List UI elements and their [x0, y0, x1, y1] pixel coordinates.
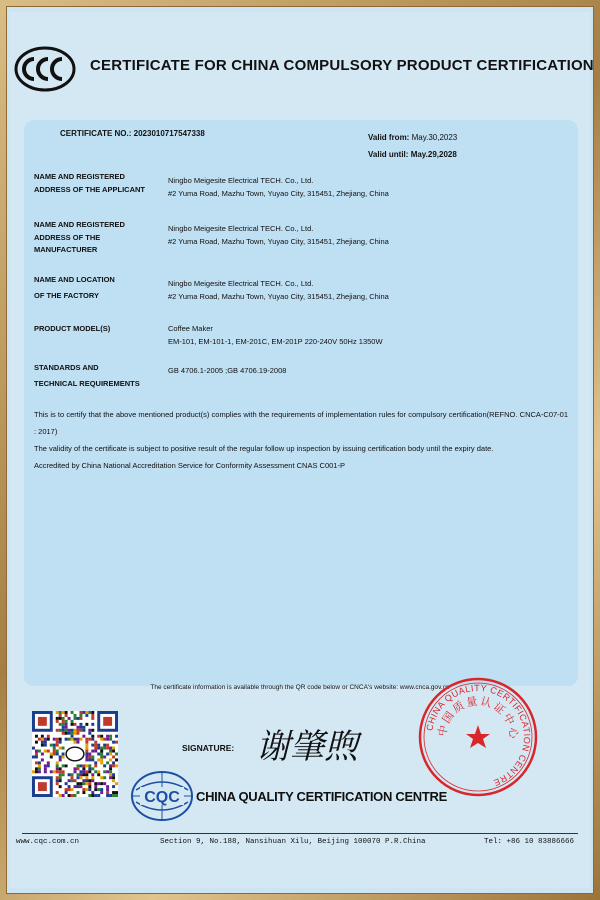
label-line: TECHNICAL REQUIREMENTS	[34, 378, 140, 388]
valid-until-value: May.29,2028	[410, 150, 457, 159]
manufacturer-label	[34, 219, 164, 257]
signature-image	[252, 720, 372, 770]
statement-paragraph: This is to certify that the above mentioned product(s) complies with the requirements of implementation rules for compulsory certification(REFNO. CNCA-C07-01 : 2017)	[34, 410, 568, 436]
signature-label: SIGNATURE:	[182, 743, 235, 753]
value-line: #2 Yuma Road, Mazhu Town, Yuyao City, 315451, Zhejiang, China	[168, 236, 389, 246]
certificate-page	[10, 12, 594, 888]
label-line: STANDARDS AND	[34, 363, 99, 372]
seal-inner-text: 中国质量认证中心	[435, 694, 521, 741]
value-line: Ningbo Meigesite Electrical TECH. Co., Ltd.	[168, 176, 314, 185]
valid-from-label: Valid from:	[368, 133, 410, 142]
cqc-logo-text: CQC	[144, 789, 180, 806]
validity-dates	[368, 129, 457, 163]
valid-until-label: Valid until:	[368, 150, 409, 159]
standards-label	[34, 362, 164, 390]
content-panel	[24, 120, 578, 686]
value-line: #2 Yuma Road, Mazhu Town, Yuyao City, 315451, Zhejiang, China	[168, 291, 389, 301]
applicant-value	[168, 175, 389, 200]
certificate-number	[60, 129, 205, 138]
valid-until	[368, 146, 457, 163]
footer-tel: Tel: +86 10 83886666	[484, 838, 575, 846]
label-line: ADDRESS OF THE APPLICANT	[34, 184, 145, 194]
label-line: OF THE FACTORY	[34, 290, 100, 300]
certificate-number-label: CERTIFICATE NO.:	[60, 129, 132, 138]
signature-text: 谢肇煦	[256, 727, 358, 767]
manufacturer-value	[168, 223, 389, 248]
footer-address: Section 9, No.188, Nansihuan Xilu, Beijing 100070 P.R.China	[160, 838, 426, 846]
valid-from-value: May.30,2023	[411, 133, 458, 142]
factory-value	[168, 278, 389, 303]
value-line: Ningbo Meigesite Electrical TECH. Co., Ltd.	[168, 279, 314, 288]
footer-website[interactable]: www.cqc.com.cn	[16, 838, 80, 846]
value-line: #2 Yuma Road, Mazhu Town, Yuyao City, 315451, Zhejiang, China	[168, 188, 389, 198]
seal-star-icon	[466, 725, 490, 748]
standards-value	[168, 365, 286, 378]
value-line: GB 4706.1-2005 ;GB 4706.19-2008	[168, 366, 287, 375]
applicant-label	[34, 171, 164, 196]
label-line: NAME AND REGISTERED	[34, 172, 125, 181]
value-line: Ningbo Meigesite Electrical TECH. Co., Ltd.	[168, 224, 314, 233]
label-line: NAME AND LOCATION	[34, 275, 115, 284]
label-line: PRODUCT MODEL(S)	[34, 324, 111, 333]
value-line: Coffee Maker	[168, 324, 213, 333]
certificate-title: CERTIFICATE FOR CHINA COMPULSORY PRODUCT CERTIFICATION	[90, 57, 594, 74]
qr-note: The certificate information is available through the QR code below or CNCA's website: www.cnca.gov.cn	[150, 684, 450, 691]
ccc-logo-icon	[14, 46, 76, 92]
issuer-name: CHINA QUALITY CERTIFICATION CENTRE	[196, 789, 448, 804]
statement-paragraph: Accredited by China National Accreditation Service for Conformity Assessment CNAS C001-P	[34, 461, 345, 470]
label-line: MANUFACTURER	[34, 245, 98, 254]
footer-divider	[22, 833, 578, 834]
product-model-label	[34, 323, 164, 336]
cqc-logo-icon	[130, 770, 194, 822]
certificate-number-value: 2023010717547338	[133, 129, 205, 138]
seal-outer-text: CHINA QUALITY CERTIFICATION CENTRE	[424, 682, 533, 789]
qr-code[interactable]	[32, 711, 118, 797]
label-line: NAME AND REGISTERED	[34, 220, 125, 229]
valid-from	[368, 129, 457, 146]
label-line: ADDRESS OF THE	[34, 232, 101, 242]
factory-label	[34, 274, 164, 302]
statement-paragraph: The validity of the certificate is subject to positive result of the regular follow up inspection by issuing certification body until the expiry date.	[34, 444, 494, 453]
product-model-value	[168, 323, 383, 348]
value-line: EM-101, EM-101-1, EM-201C, EM-201P 220-240V 50Hz 1350W	[168, 336, 383, 346]
certification-statement	[34, 406, 568, 474]
official-seal	[416, 675, 540, 799]
